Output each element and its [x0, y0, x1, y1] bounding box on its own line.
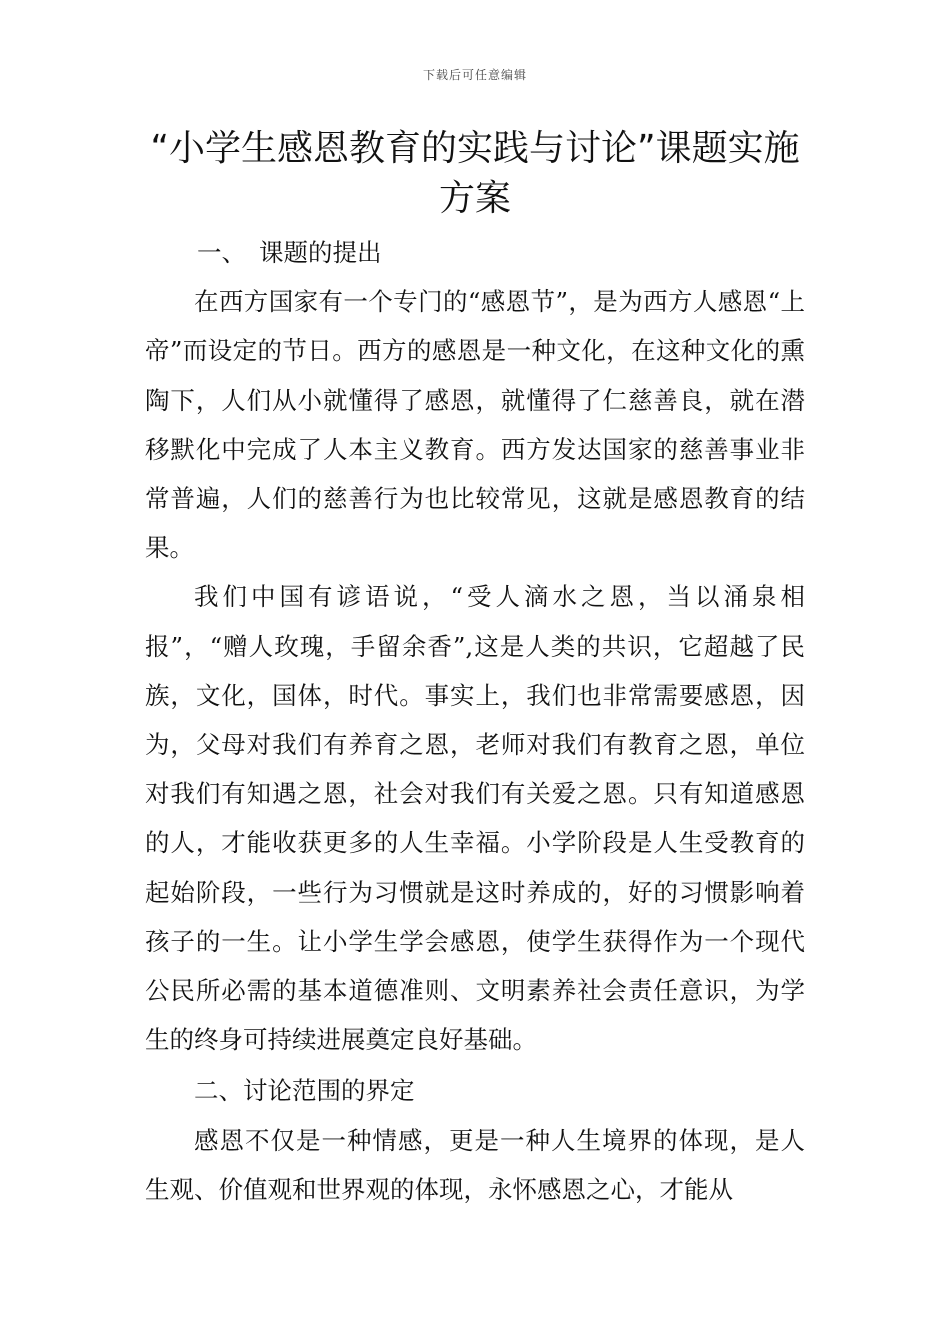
header-note: 下载后可任意编辑	[422, 68, 527, 82]
paragraph-3: 感恩不仅是一种情感，更是一种人生境界的体现，是人生观、价值观和世界观的体现，永怀感恩之心，才能从	[145, 1125, 805, 1204]
document-body	[145, 228, 805, 1214]
document-title: “小学生感恩教育的实践与讨论”课题实施方案	[150, 128, 800, 219]
paragraph-2: 我们中国有谚语说，“受人滴水之恩，当以涌泉相报”，“赠人玫瑰，手留余香”,这是人类的共识，它超越了民族，文化，国体，时代。事实上，我们也非常需要感恩，因为，父母对我们有养育之恩，老师对我们有教育之恩，单位对我们有知遇之恩，社会对我们有关爱之恩。只有知道感恩的人，才能收获更多的人生幸福。小学阶段是人生受教育的起始阶段，一些行为习惯就是这时养成的，好的习惯影响着孩子的一生。让小学生学会感恩，使学生获得作为一个现代公民所必需的基本道德准则、文明素养社会责任意识，为学生的终身可持续进展奠定良好基础。	[145, 582, 805, 1055]
section-number: 一、	[197, 238, 246, 267]
paragraph-1: 在西方国家有一个专门的“感恩节”，是为西方人感恩“上帝”而设定的节日。西方的感恩是一种文化，在这种文化的熏陶下，人们从小就懂得了感恩，就懂得了仁慈善良，就在潜移默化中完成了人本主义教育。西方发达国家的慈善事业非常普遍，人们的慈善行为也比较常见，这就是感恩教育的结果。	[145, 287, 805, 563]
section-heading-2: 二、讨论范围的界定	[194, 1076, 415, 1106]
section-heading-text: 课题的提出	[259, 238, 382, 267]
section-heading-1	[145, 228, 805, 277]
